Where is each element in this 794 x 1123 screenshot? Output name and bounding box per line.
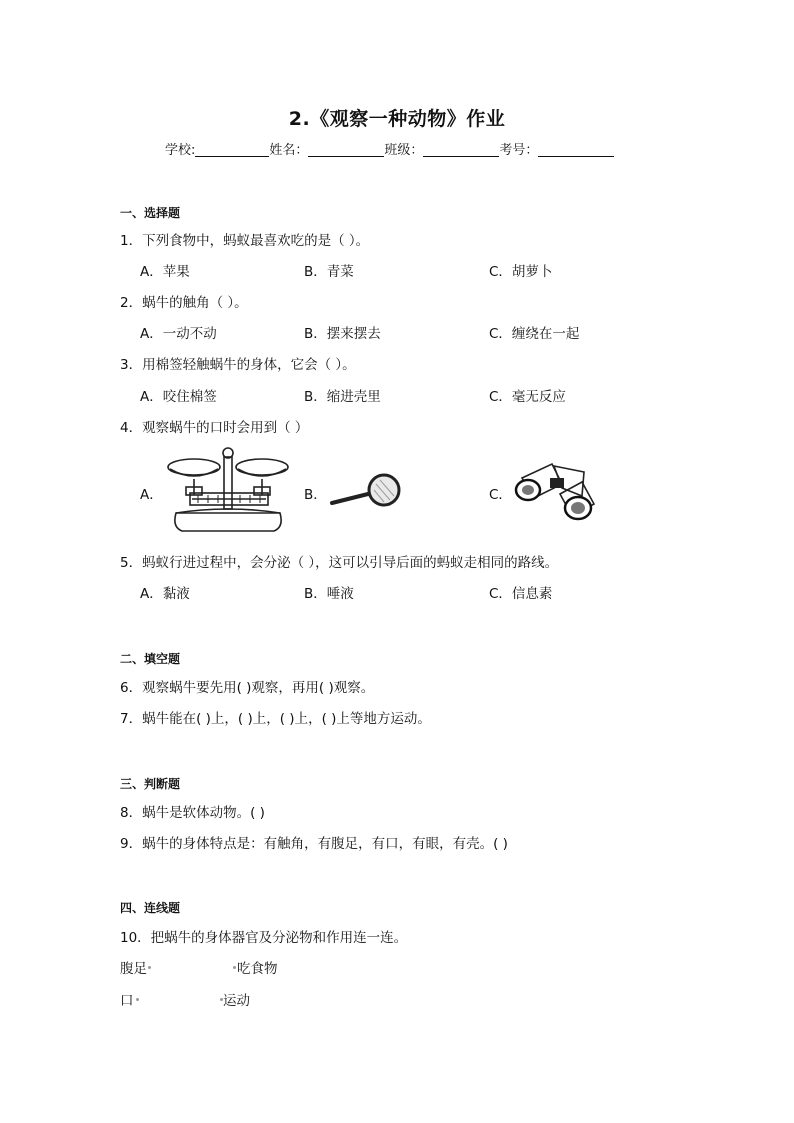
section-heading-choice: 一、选择题 [120, 206, 181, 220]
name-label: 姓名： [269, 143, 309, 158]
name-blank[interactable] [308, 142, 384, 157]
class-blank[interactable] [423, 142, 499, 157]
match-left-2[interactable]: 口 [120, 993, 134, 1009]
page-title: 2.《观察一种动物》作业 [288, 108, 506, 130]
question-2: 2．蜗牛的触角（ ）。 [120, 295, 248, 311]
match-left-1[interactable]: 腹足 [120, 961, 147, 977]
q3-option-b[interactable]: B．缩进壳里 [304, 389, 381, 405]
section-heading-fill: 二、填空题 [120, 652, 181, 666]
q1-option-a[interactable]: A．苹果 [140, 264, 190, 280]
question-5: 5．蚂蚁行进过程中，会分泌（ ），这可以引导后面的蚂蚁走相同的路线。 [120, 555, 559, 571]
q4-option-b[interactable]: B． [304, 487, 327, 503]
section-heading-match: 四、连线题 [120, 901, 181, 915]
q4-option-c[interactable]: C． [489, 487, 512, 503]
balance-scale-icon [162, 443, 294, 539]
school-label: 学校: [165, 143, 196, 158]
question-7: 7．蜗牛能在( )上，( )上，( )上，( )上等地方运动。 [120, 711, 431, 727]
q5-option-b[interactable]: B．唾液 [304, 586, 354, 602]
number-blank[interactable] [538, 142, 614, 157]
question-10: 10．把蜗牛的身体器官及分泌物和作用连一连。 [120, 930, 408, 946]
binoculars-icon [512, 458, 598, 524]
question-4: 4．观察蜗牛的口时会用到（ ） [120, 420, 309, 436]
student-info-line [165, 139, 614, 158]
match-right-1[interactable]: 吃食物 [237, 961, 278, 977]
q1-option-b[interactable]: B．青菜 [304, 264, 354, 280]
match-dot-left-1[interactable] [148, 966, 151, 969]
question-8: 8．蜗牛是软体动物。( ) [120, 805, 265, 821]
number-label: 考号： [499, 143, 539, 158]
class-label: 班级： [384, 143, 424, 158]
q4-option-a[interactable]: A． [140, 487, 163, 503]
q5-option-c[interactable]: C．信息素 [489, 586, 553, 602]
school-blank[interactable] [195, 142, 269, 157]
q3-option-c[interactable]: C．毫无反应 [489, 389, 566, 405]
magnifying-glass-icon [328, 470, 402, 510]
match-dot-right-1[interactable] [233, 966, 236, 969]
q2-option-b[interactable]: B．摆来摆去 [304, 326, 381, 342]
section-heading-judge: 三、判断题 [120, 777, 181, 791]
question-3: 3．用棉签轻触蜗牛的身体，它会（ ）。 [120, 357, 356, 373]
q1-option-c[interactable]: C．胡萝卜 [489, 264, 553, 280]
question-9: 9．蜗牛的身体特点是：有触角，有腹足，有口，有眼，有壳。( ) [120, 836, 508, 852]
q2-option-a[interactable]: A．一动不动 [140, 326, 217, 342]
match-right-2[interactable]: 运动 [223, 993, 250, 1009]
q5-option-a[interactable]: A．黏液 [140, 586, 190, 602]
q2-option-c[interactable]: C．缠绕在一起 [489, 326, 580, 342]
match-dot-left-2[interactable] [136, 998, 139, 1001]
q3-option-a[interactable]: A．咬住棉签 [140, 389, 217, 405]
question-1: 1．下列食物中，蚂蚁最喜欢吃的是（ ）。 [120, 233, 370, 249]
question-6: 6．观察蜗牛要先用( )观察，再用( )观察。 [120, 680, 375, 696]
